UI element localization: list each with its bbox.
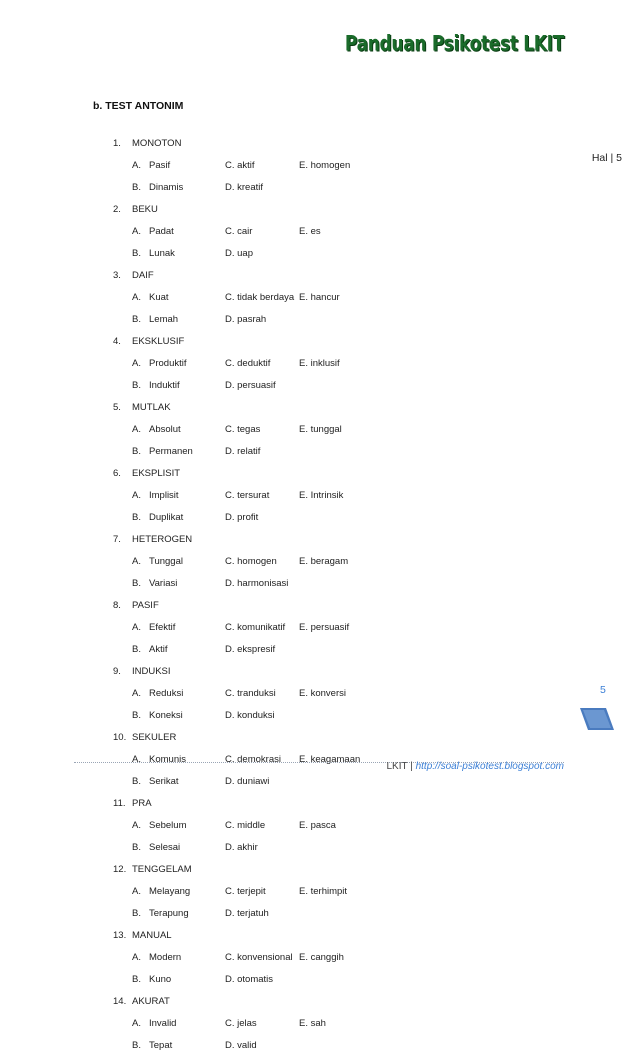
option-b: Variasi — [149, 578, 178, 589]
option-b: Permanen — [149, 446, 193, 457]
question-item — [0, 202, 638, 268]
option-letter: B. — [132, 908, 141, 919]
option-e: E. es — [299, 226, 321, 237]
option-letter: A. — [132, 490, 141, 501]
question-number: 6. — [113, 468, 121, 479]
option-c: C. cair — [225, 226, 253, 237]
option-b: Duplikat — [149, 512, 184, 523]
option-b: Induktif — [149, 380, 180, 391]
option-a: Efektif — [149, 622, 176, 633]
option-a: Invalid — [149, 1018, 177, 1029]
section-title: b. TEST ANTONIM — [93, 100, 184, 112]
option-b: Terapung — [149, 908, 189, 919]
question-item — [0, 994, 638, 1060]
option-letter: B. — [132, 974, 141, 985]
question-item — [0, 664, 638, 730]
question-word: PRA — [132, 798, 152, 809]
option-a: Kuat — [149, 292, 169, 303]
option-letter: A. — [132, 358, 141, 369]
option-a: Absolut — [149, 424, 181, 435]
option-letter: A. — [132, 292, 141, 303]
footer-url-link[interactable]: http://soal-psikotest.blogspot.com — [415, 761, 564, 772]
option-b: Dinamis — [149, 182, 184, 193]
question-word: DAIF — [132, 270, 154, 281]
question-number: 7. — [113, 534, 121, 545]
question-word: INDUKSI — [132, 666, 171, 677]
question-word: SEKULER — [132, 732, 177, 743]
option-e: E. keagamaan — [299, 754, 361, 765]
option-d: D. harmonisasi — [225, 578, 289, 589]
question-word: EKSKLUSIF — [132, 336, 185, 347]
question-number: 14. — [113, 996, 127, 1007]
question-number: 9. — [113, 666, 121, 677]
page-label: Hal | 5 — [591, 152, 622, 164]
option-c: C. tersurat — [225, 490, 270, 501]
option-c: C. konvensional — [225, 952, 293, 963]
option-e: E. sah — [299, 1018, 326, 1029]
option-b: Serikat — [149, 776, 179, 787]
side-page-number: 5 — [600, 684, 606, 696]
option-letter: B. — [132, 446, 141, 457]
option-letter: A. — [132, 688, 141, 699]
option-a: Melayang — [149, 886, 191, 897]
option-a: Tunggal — [149, 556, 183, 567]
option-b: Kuno — [149, 974, 172, 985]
footer — [386, 761, 564, 772]
question-word: AKURAT — [132, 996, 170, 1007]
question-number: 13. — [113, 930, 127, 941]
question-word: EKSPLISIT — [132, 468, 181, 479]
question-word: MUTLAK — [132, 402, 171, 413]
option-d: D. ekspresif — [225, 644, 276, 655]
question-item — [0, 862, 638, 928]
question-number: 2. — [113, 204, 121, 215]
option-letter: B. — [132, 248, 141, 259]
question-number: 11. — [113, 798, 126, 809]
option-d: D. konduksi — [225, 710, 275, 721]
question-item — [0, 334, 638, 400]
option-c: C. demokrasi — [225, 754, 281, 765]
question-word: TENGGELAM — [132, 864, 192, 875]
option-a: Produktif — [149, 358, 187, 369]
option-a: Reduksi — [149, 688, 184, 699]
option-e: E. terhimpit — [299, 886, 348, 897]
question-item — [0, 928, 638, 994]
option-d: D. relatif — [225, 446, 261, 457]
option-c: C. homogen — [225, 556, 277, 567]
option-c: C. middle — [225, 820, 266, 831]
option-a: Padat — [149, 226, 174, 237]
option-letter: A. — [132, 886, 141, 897]
question-number: 10. — [113, 732, 127, 743]
option-letter: B. — [132, 380, 141, 391]
footer-separator: | — [410, 761, 413, 772]
option-c: C. komunikatif — [225, 622, 286, 633]
option-letter: B. — [132, 314, 141, 325]
option-letter: A. — [132, 226, 141, 237]
option-letter: B. — [132, 644, 141, 655]
question-number: 5. — [113, 402, 121, 413]
question-word: BEKU — [132, 204, 158, 215]
option-e: E. pasca — [299, 820, 336, 831]
option-c: C. terjepit — [225, 886, 266, 897]
question-number: 8. — [113, 600, 121, 611]
question-word: PASIF — [132, 600, 159, 611]
option-e: E. homogen — [299, 160, 351, 171]
option-e: E. Intrinsik — [299, 490, 344, 501]
option-c: C. aktif — [225, 160, 255, 171]
question-word: MONOTON — [132, 138, 182, 149]
option-c: C. tranduksi — [225, 688, 276, 699]
option-b: Lemah — [149, 314, 179, 325]
option-e: E. konversi — [299, 688, 346, 699]
option-e: E. beragam — [299, 556, 349, 567]
question-item — [0, 400, 638, 466]
option-e: E. tunggal — [299, 424, 342, 435]
header-title: Panduan Psikotest LKIT — [344, 31, 564, 57]
option-e: E. persuasif — [299, 622, 350, 633]
question-item — [0, 466, 638, 532]
option-a: Implisit — [149, 490, 179, 501]
option-d: D. pasrah — [225, 314, 267, 325]
option-letter: A. — [132, 952, 141, 963]
option-letter: B. — [132, 710, 141, 721]
option-e: E. hancur — [299, 292, 340, 303]
question-word: MANUAL — [132, 930, 172, 941]
option-d: D. akhir — [225, 842, 258, 853]
option-a: Sebelum — [149, 820, 187, 831]
option-letter: B. — [132, 182, 141, 193]
question-number: 12. — [113, 864, 127, 875]
question-number: 4. — [113, 336, 121, 347]
question-item — [0, 136, 638, 202]
option-c: C. tegas — [225, 424, 261, 435]
option-a: Modern — [149, 952, 182, 963]
question-number: 3. — [113, 270, 121, 281]
option-letter: B. — [132, 842, 141, 853]
question-item — [0, 268, 638, 334]
option-b: Lunak — [149, 248, 175, 259]
option-letter: A. — [132, 556, 141, 567]
option-e: E. canggih — [299, 952, 344, 963]
option-letter: B. — [132, 512, 141, 523]
option-letter: A. — [132, 820, 141, 831]
option-letter: A. — [132, 754, 141, 765]
option-c: C. jelas — [225, 1018, 257, 1029]
option-d: D. profit — [225, 512, 259, 523]
question-word: HETEROGEN — [132, 534, 193, 545]
option-d: D. uap — [225, 248, 253, 259]
question-item — [0, 532, 638, 598]
option-letter: B. — [132, 1040, 141, 1051]
option-b: Aktif — [149, 644, 168, 655]
option-d: D. valid — [225, 1040, 257, 1051]
question-item — [0, 796, 638, 862]
option-a: Pasif — [149, 160, 171, 171]
option-e: E. inklusif — [299, 358, 340, 369]
question-item — [0, 598, 638, 664]
option-d: D. kreatif — [225, 182, 264, 193]
option-d: D. terjatuh — [225, 908, 269, 919]
option-letter: A. — [132, 622, 141, 633]
option-b: Selesai — [149, 842, 181, 853]
option-d: D. otomatis — [225, 974, 274, 985]
option-c: C. tidak berdaya — [225, 292, 295, 303]
option-d: D. persuasif — [225, 380, 276, 391]
question-number: 1. — [113, 138, 121, 149]
option-b: Koneksi — [149, 710, 183, 721]
option-c: C. deduktif — [225, 358, 271, 369]
option-d: D. duniawi — [225, 776, 270, 787]
page-tab-icon — [580, 708, 614, 730]
option-letter: A. — [132, 1018, 141, 1029]
option-b: Tepat — [149, 1040, 173, 1051]
option-letter: B. — [132, 578, 141, 589]
option-letter: A. — [132, 424, 141, 435]
option-letter: A. — [132, 160, 141, 171]
question-list — [0, 136, 638, 1060]
footer-org: LKIT — [386, 761, 408, 772]
option-letter: B. — [132, 776, 141, 787]
option-a: Komunis — [149, 754, 186, 765]
